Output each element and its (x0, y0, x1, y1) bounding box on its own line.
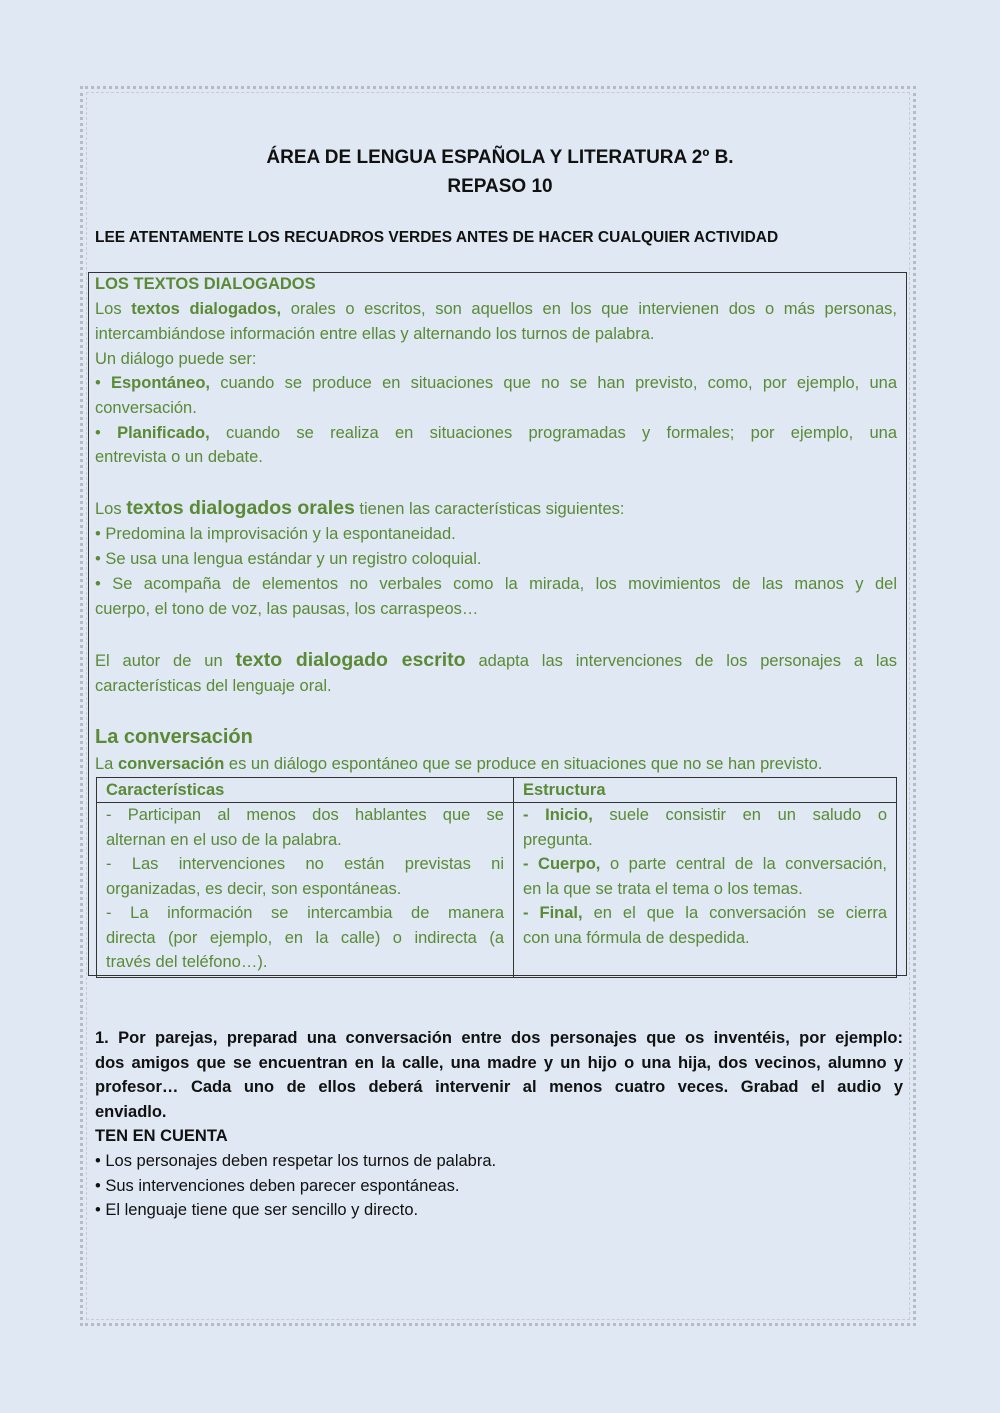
oral-bullet: • Se acompaña de elementos no verbales como la mirada, los movimientos de las manos y del (95, 575, 897, 593)
activity-line: 1. Por parejas, preparad una conversación entre dos personajes que os inventéis, por ejemplo: (95, 1029, 903, 1047)
instruction: LEE ATENTAMENTE LOS RECUADROS VERDES ANTES DE HACER CUALQUIER ACTIVIDAD (95, 229, 779, 246)
note-item: • El lenguaje tiene que ser sencillo y directo. (95, 1201, 419, 1219)
table-header-characteristics: Características (97, 778, 514, 803)
paragraph-types-intro: Un diálogo puede ser: (95, 350, 257, 368)
oral-bullet-cont: cuerpo, el tono de voz, las pausas, los carraspeos… (95, 600, 479, 618)
type-spontaneous-cont: conversación. (95, 399, 197, 417)
note-item: • Sus intervenciones deben parecer espontáneas. (95, 1177, 460, 1195)
activity-line: dos amigos que se encuentran en la calle, una madre y un hijo o una hija, dos vecinos, alumno y (95, 1054, 903, 1072)
type-planned-cont: entrevista o un debate. (95, 448, 263, 466)
conversation-table (96, 777, 897, 978)
conversation-definition: La conversación es un diálogo espontáneo que se produce en situaciones que no se han previsto. (95, 755, 823, 773)
type-spontaneous: • Espontáneo, cuando se produce en situaciones que no se han previsto, como, por ejemplo, una (95, 374, 897, 392)
box-heading: LOS TEXTOS DIALOGADOS (95, 275, 316, 293)
oral-bullet: • Se usa una lengua estándar y un registro coloquial. (95, 550, 482, 568)
page-subtitle: REPASO 10 (447, 176, 553, 197)
page-title: ÁREA DE LENGUA ESPAÑOLA Y LITERATURA 2º B. (266, 147, 734, 168)
paragraph-definition-cont: intercambiándose información entre ellas y alternando los turnos de palabra. (95, 325, 655, 343)
conversation-heading: La conversación (95, 726, 253, 748)
note-heading: TEN EN CUENTA (95, 1127, 228, 1145)
type-planned: • Planificado, cuando se realiza en situaciones programadas y formales; por ejemplo, una (95, 424, 897, 442)
written-paragraph: El autor de un texto dialogado escrito adapta las intervenciones de los personajes a las (95, 649, 897, 671)
paragraph-definition: Los textos dialogados, orales o escritos, son aquellos en los que intervienen dos o más personas, (95, 300, 897, 318)
characteristics-cell: - Participan al menos dos hablantes que se alternan en el uso de la palabra. - Las intervenciones no están previstas ni organizadas, es decir, son espontáneas. - La información se intercambia de manera directa (por ejemplo, en la calle) o indirecta (a través del teléfono…). (97, 803, 514, 978)
activity-line: profesor… Cada uno de ellos deberá intervenir al menos cuatro veces. Grabad el audio y (95, 1078, 903, 1096)
oral-intro: Los textos dialogados orales tienen las características siguientes: (95, 497, 625, 519)
written-paragraph-cont: características del lenguaje oral. (95, 677, 332, 695)
note-item: • Los personajes deben respetar los turnos de palabra. (95, 1152, 497, 1170)
structure-cell: - Inicio, suele consistir en un saludo o pregunta. - Cuerpo, o parte central de la conversación, en la que se trata el tema o los temas. - Final, en el que la conversación se cierra con una fórmula de despedida. (514, 803, 897, 978)
oral-bullet: • Predomina la improvisación y la espontaneidad. (95, 525, 456, 543)
table-header-structure: Estructura (514, 778, 897, 803)
activity-line: enviadlo. (95, 1103, 167, 1121)
